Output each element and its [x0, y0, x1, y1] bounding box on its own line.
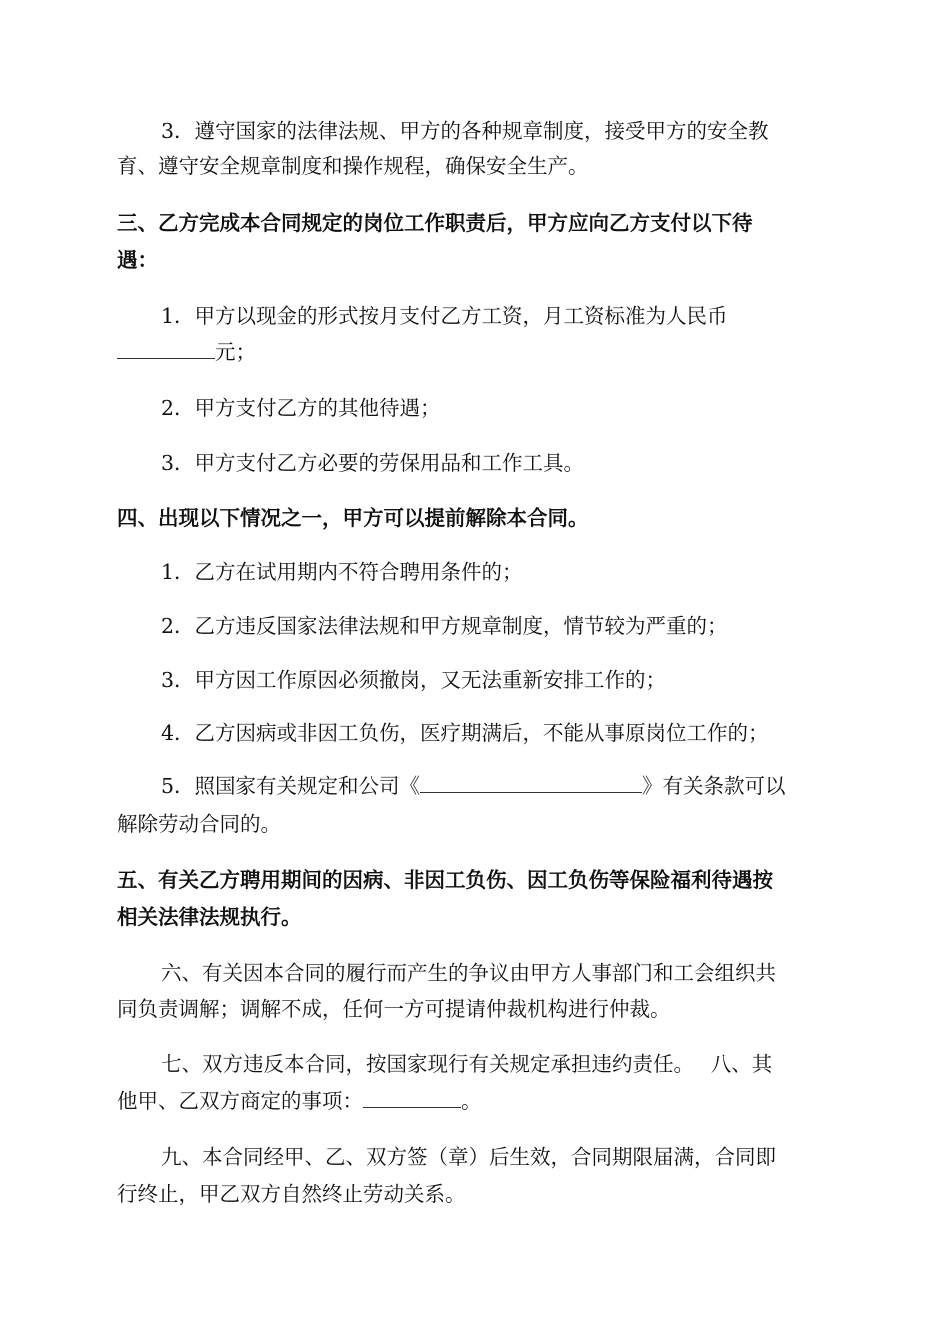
section-8-prefix: 他甲、乙双方商定的事项：: [117, 1089, 363, 1113]
section-8-suffix: 。: [461, 1089, 482, 1113]
clause-4-5-suffix: 》有关条款可以: [642, 774, 786, 798]
section-5-heading-line-1: 五、有关乙方聘用期间的因病、非因工负伤、因工负伤等保险福利待遇按: [117, 868, 773, 892]
clause-4-3: 3．甲方因工作原因必须撤岗，又无法重新安排工作的；: [161, 668, 667, 692]
clause-3-2: 2．甲方支付乙方的其他待遇；: [161, 396, 441, 420]
section-5-heading-line-2: 相关法律法规执行。: [117, 905, 302, 929]
clause-2-3-line-2: 育、遵守安全规章制度和操作规程，确保安全生产。: [117, 154, 589, 178]
section-8-line-2: [117, 1087, 482, 1115]
salary-blank[interactable]: [117, 338, 215, 359]
clause-2-3-line-1: 3．遵守国家的法律法规、甲方的各种规章制度，接受甲方的安全教: [161, 119, 769, 143]
section-9-line-1: 九、本合同经甲、乙、双方签（章）后生效，合同期限届满，合同即: [161, 1145, 776, 1169]
clause-4-5-prefix: 5．照国家有关规定和公司《: [161, 774, 421, 798]
company-rule-blank[interactable]: [420, 772, 642, 793]
section-3-heading-line-2: 遇：: [117, 248, 158, 272]
section-3-heading-line-1: 三、乙方完成本合同规定的岗位工作职责后，甲方应向乙方支付以下待: [117, 211, 753, 235]
clause-3-1-line-1: 1．甲方以现金的形式按月支付乙方工资，月工资标准为人民币: [161, 304, 728, 328]
clause-3-1-line-2: [117, 338, 256, 366]
clause-3-3: 3．甲方支付乙方必要的劳保用品和工作工具。: [161, 451, 585, 475]
other-matters-blank[interactable]: [363, 1087, 461, 1108]
section-4-heading: 四、出现以下情况之一，甲方可以提前解除本合同。: [117, 506, 589, 530]
section-6-line-1: 六、有关因本合同的履行而产生的争议由甲方人事部门和工会组织共: [161, 961, 776, 985]
section-7-line-1: 七、双方违反本合同，按国家现行有关规定承担违约责任。 八、其: [161, 1052, 773, 1076]
clause-4-2: 2．乙方违反国家法律法规和甲方规章制度，情节较为严重的；: [161, 614, 728, 638]
clause-3-1-suffix: 元；: [215, 340, 256, 364]
clause-4-4: 4．乙方因病或非因工负伤，医疗期满后，不能从事原岗位工作的；: [161, 721, 769, 745]
clause-4-1: 1．乙方在试用期内不符合聘用条件的；: [161, 560, 523, 584]
clause-4-5-line-2: 解除劳动合同的。: [117, 812, 281, 836]
clause-4-5-line-1: [161, 772, 786, 800]
section-6-line-2: 同负责调解；调解不成，任何一方可提请仲裁机构进行仲裁。: [117, 997, 671, 1021]
section-9-line-2: 行终止，甲乙双方自然终止劳动关系。: [117, 1182, 466, 1206]
